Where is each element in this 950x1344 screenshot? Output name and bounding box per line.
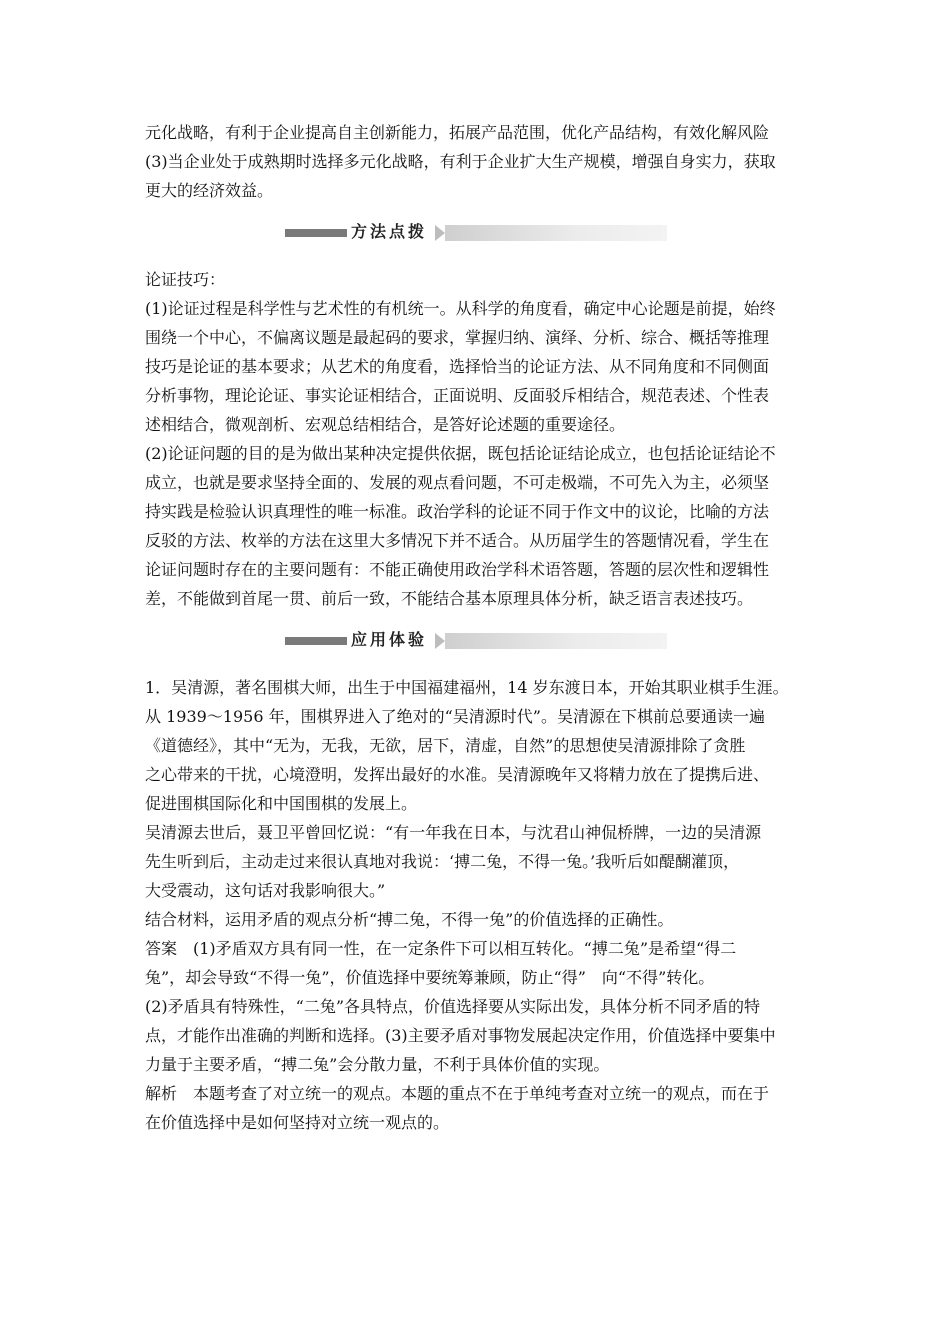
practice-section bbox=[145, 673, 815, 1137]
paragraph-line: 从 1939～1956 年，围棋界进入了绝对的“吴清源时代”。吴清源在下棋前总要通读一遍 bbox=[145, 707, 765, 726]
paragraph-line: 促进围棋国际化和中国围棋的发展上。 bbox=[145, 794, 418, 813]
paragraph-line: 成立，也就是要求坚持全面的、发展的观点看问题，不可走极端，不可先入为主，必须坚 bbox=[145, 473, 770, 492]
analysis-line: 在价值选择中是如何坚持对立统一观点的。 bbox=[145, 1113, 450, 1132]
paragraph-line: 元化战略，有利于企业提高自主创新能力，拓展产品范围，优化产品结构，有效化解风险 bbox=[145, 123, 770, 142]
paragraph-line: 《道德经》，其中“无为，无我，无欲，居下，清虚，自然”的思想使吴清源排除了贪胜 bbox=[145, 736, 746, 755]
paragraph-line: 论证问题时存在的主要问题有：不能正确使用政治学科术语答题，答题的层次性和逻辑性 bbox=[145, 560, 770, 579]
header-bar-left bbox=[285, 229, 347, 237]
paragraph-line: (2)论证问题的目的是为做出某种决定提供依据，既包括论证结论成立，也包括论证结论不 bbox=[145, 444, 776, 463]
section-title-method: 方法点拨 bbox=[351, 222, 428, 241]
paragraph-line: 论证技巧： bbox=[145, 270, 226, 289]
answer-line: 兔”，却会导致“不得一兔”，价值选择中要统筹兼顾，防止“得” 向“不得”转化。 bbox=[145, 968, 715, 987]
paragraph-line: (3)当企业处于成熟期时选择多元化战略，有利于企业扩大生产规模，增强自身实力，获取 bbox=[145, 152, 776, 171]
paragraph-line: 围绕一个中心，不偏离议题是最起码的要求，掌握归纳、演绎、分析、综合、概括等推理 bbox=[145, 328, 770, 347]
answer-line: 点，才能作出准确的判断和选择。(3)主要矛盾对事物发展起决定作用，价值选择中要集中 bbox=[145, 1026, 776, 1045]
header-bar-right bbox=[445, 633, 667, 649]
paragraph-line: 持实践是检验认识真理性的唯一标准。政治学科的论证不同于作文中的议论，比喻的方法 bbox=[145, 502, 770, 521]
section-title-practice: 应用体验 bbox=[351, 630, 428, 649]
paragraph-line: 大受震动，这句话对我影响很大。” bbox=[145, 881, 386, 900]
method-section bbox=[145, 265, 815, 613]
paragraph-line: 1．吴清源，著名围棋大师，出生于中国福建福州，14 岁东渡日本，开始其职业棋手生涯。 bbox=[145, 678, 789, 697]
header-bar-right bbox=[445, 225, 667, 241]
paragraph-line: 先生听到后，主动走过来很认真地对我说：‘搏二兔，不得一兔。’我听后如醍醐灌顶， bbox=[145, 852, 740, 871]
paragraph-line: 更大的经济效益。 bbox=[145, 181, 274, 200]
paragraph-line: 反驳的方法、枚举的方法在这里大多情况下并不适合。从历届学生的答题情况看，学生在 bbox=[145, 531, 770, 550]
answer-line: 力量于主要矛盾，“搏二兔”会分散力量，不利于具体价值的实现。 bbox=[145, 1055, 610, 1074]
paragraph-line: 述相结合，微观剖析、宏观总结相结合，是答好论述题的重要途径。 bbox=[145, 415, 626, 434]
section-header-practice bbox=[145, 627, 815, 655]
section-header-method bbox=[145, 219, 815, 247]
answer-line: (2)矛盾具有特殊性，“二兔”各具特点，价值选择要从实际出发，具体分析不同矛盾的特 bbox=[145, 997, 761, 1016]
paragraph-line: (1)论证过程是科学性与艺术性的有机统一。从科学的角度看，确定中心论题是前提，始终 bbox=[145, 299, 776, 318]
top-section bbox=[145, 118, 815, 205]
paragraph-line: 吴清源去世后，聂卫平曾回忆说：“有一年我在日本，与沈君山神侃桥牌，一边的吴清源 bbox=[145, 823, 762, 842]
analysis-line: 解析 本题考查了对立统一的观点。本题的重点不在于单纯考查对立统一的观点，而在于 bbox=[145, 1084, 770, 1103]
document-page bbox=[145, 118, 815, 1137]
header-bar-left bbox=[285, 637, 347, 645]
paragraph-line: 差，不能做到首尾一贯、前后一致，不能结合基本原理具体分析，缺乏语言表述技巧。 bbox=[145, 589, 754, 608]
paragraph-line: 结合材料，运用矛盾的观点分析“搏二兔，不得一兔”的价值选择的正确性。 bbox=[145, 910, 674, 929]
answer-line: 答案 (1)矛盾双方具有同一性，在一定条件下可以相互转化。“搏二兔”是希望“得二 bbox=[145, 939, 737, 958]
paragraph-line: 技巧是论证的基本要求；从艺术的角度看，选择恰当的论证方法、从不同角度和不同侧面 bbox=[145, 357, 770, 376]
paragraph-line: 之心带来的干扰，心境澄明，发挥出最好的水准。吴清源晚年又将精力放在了提携后进、 bbox=[145, 765, 770, 784]
header-chevron-icon bbox=[435, 633, 445, 649]
paragraph-line: 分析事物，理论论证、事实论证相结合，正面说明、反面驳斥相结合，规范表述、个性表 bbox=[145, 386, 770, 405]
header-chevron-icon bbox=[435, 225, 445, 241]
